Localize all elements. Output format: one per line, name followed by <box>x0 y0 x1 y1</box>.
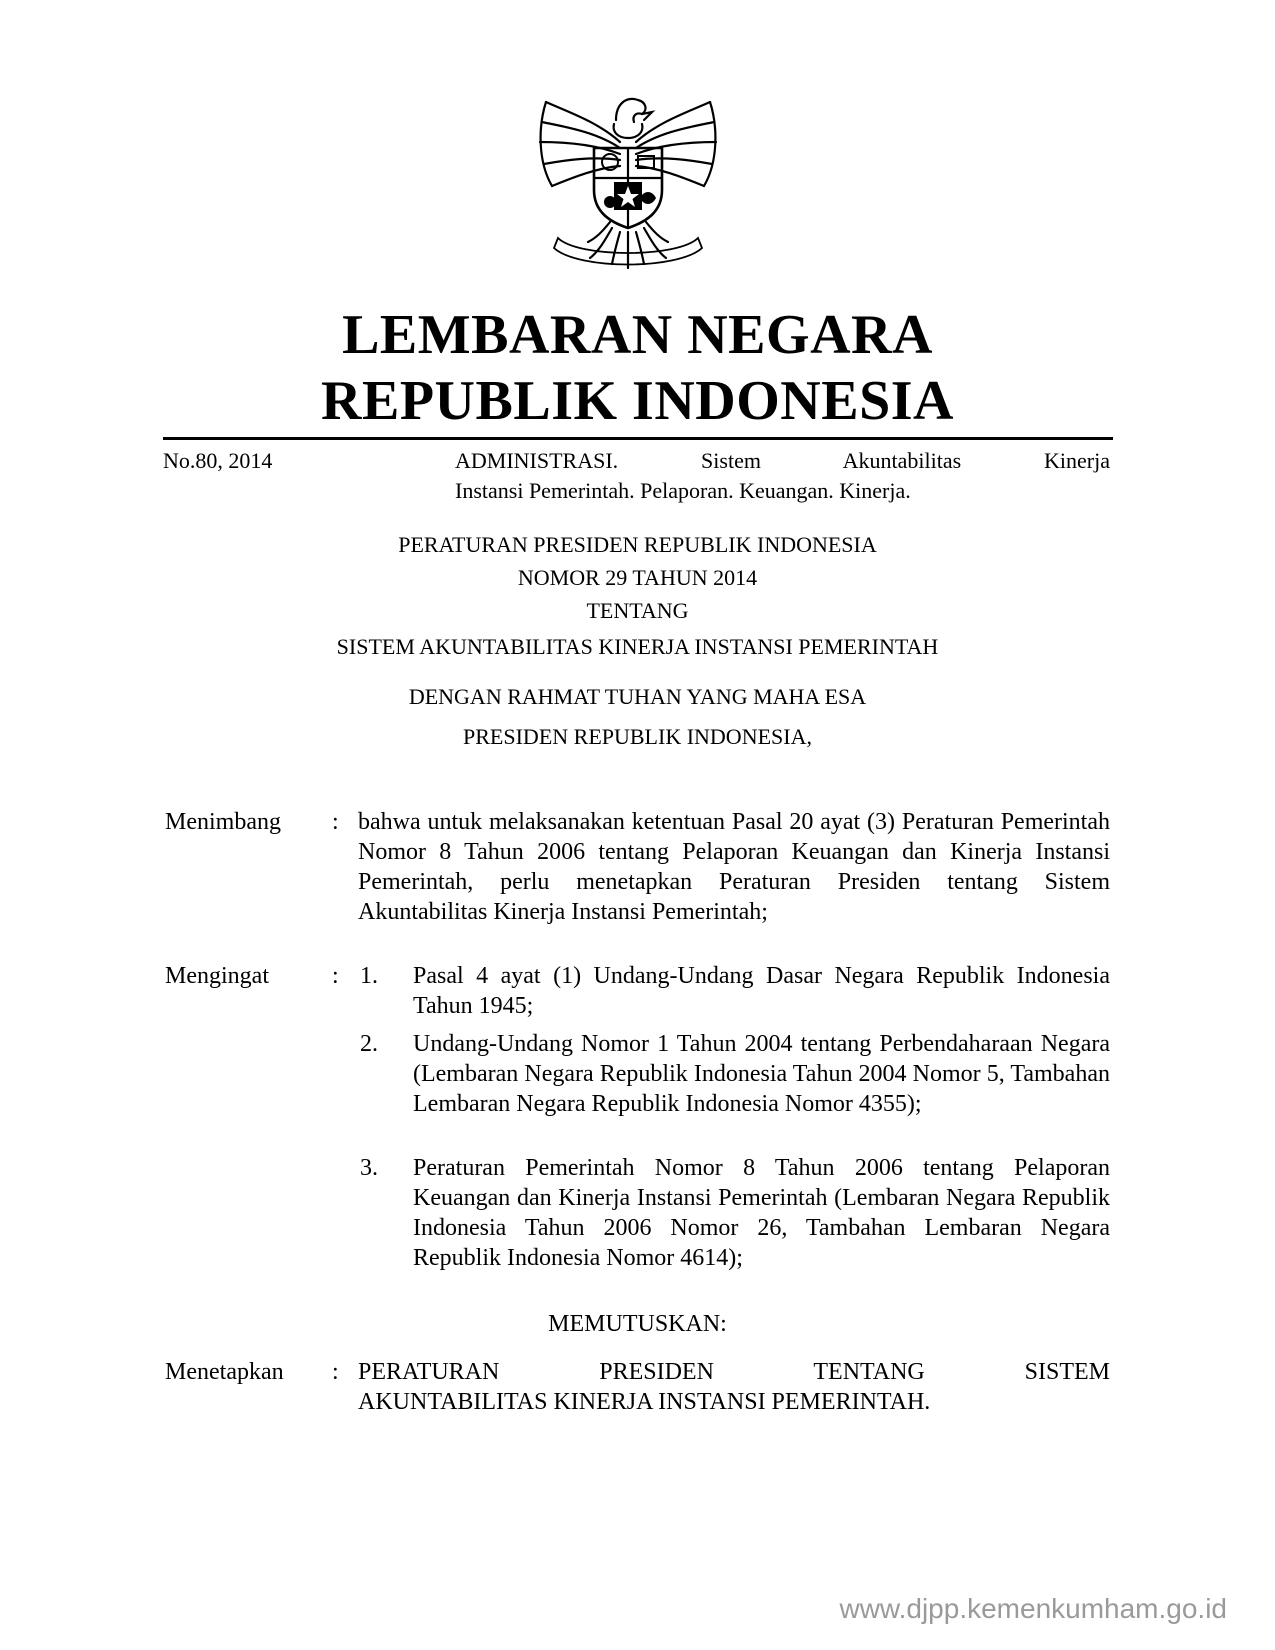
regulation-about: TENTANG <box>586 598 689 623</box>
menetapkan-text <box>358 1357 1110 1417</box>
regulation-type: PERATURAN PRESIDEN REPUBLIK INDONESIA <box>398 532 877 557</box>
regulation-number: NOMOR 29 TAHUN 2014 <box>517 565 758 590</box>
footer-website-url: www.djpp.kemenkumham.go.id <box>839 1593 1227 1624</box>
mengingat-item-2-text: Undang-Undang Nomor 1 Tahun 2004 tentang Perbendaharaan Negara (Lembaran Negara Republik Indonesia Tahun 2004 Nomor 5, Tambahan Lembaran Negara Republik Indonesia Nomor 4355); <box>413 1031 1110 1117</box>
menetapkan-line2: AKUNTABILITAS KINERJA INSTANSI PEMERINTAH. <box>358 1389 931 1415</box>
mengingat-item-1-number: 1. <box>360 963 378 989</box>
mengingat-item-2-number: 2. <box>360 1031 378 1057</box>
regulation-opening: DENGAN RAHMAT TUHAN YANG MAHA ESA <box>408 684 867 709</box>
regulation-subject: SISTEM AKUNTABILITAS KINERJA INSTANSI PEMERINTAH <box>336 634 939 659</box>
mengingat-colon: : <box>332 963 339 989</box>
menimbang-text: bahwa untuk melaksanakan ketentuan Pasal 20 ayat (3) Peraturan Pemerintah Nomor 8 Tahun 2006 tentang Pelaporan Keuangan dan Kinerja Instansi Pemerintah, perlu menetapkan Peraturan Presiden tentang Sistem Akuntabilitas Kinerja Instansi Pemerintah; <box>358 809 1110 925</box>
mengingat-item-3-text: Peraturan Pemerintah Nomor 8 Tahun 2006 tentang Pelaporan Keuangan dan Kinerja Instansi Pemerintah (Lembaran Negara Republik Indonesia Tahun 2006 Nomor 26, Tambahan Lembaran Negara Republik Indonesia Nomor 4614); <box>413 1155 1110 1271</box>
menimbang-label: Menimbang <box>165 809 281 835</box>
gazette-number: No.80, 2014 <box>163 448 273 473</box>
title-divider <box>163 437 1113 440</box>
mengingat-item-3-number: 3. <box>360 1155 378 1181</box>
gazette-subject-line1: ADMINISTRASI. Sistem Akuntabilitas Kinerja <box>455 448 1110 473</box>
mengingat-item-1-text: Pasal 4 ayat (1) Undang-Undang Dasar Negara Republik Indonesia Tahun 1945; <box>413 963 1110 1019</box>
menetapkan-colon: : <box>332 1359 339 1385</box>
menimbang-colon: : <box>332 809 339 835</box>
regulation-issuer: PRESIDEN REPUBLIK INDONESIA, <box>463 724 812 749</box>
garuda-pancasila-emblem-icon <box>528 82 728 282</box>
memutuskan-heading: MEMUTUSKAN: <box>548 1311 727 1337</box>
gazette-subject-line2: Instansi Pemerintah. Pelaporan. Keuangan. Kinerja. <box>455 478 911 503</box>
gazette-title-line2: REPUBLIK INDONESIA <box>321 370 954 432</box>
gazette-title-line1: LEMBARAN NEGARA <box>342 304 933 366</box>
menetapkan-label: Menetapkan <box>165 1359 284 1385</box>
menetapkan-line1: PERATURAN PRESIDEN TENTANG SISTEM <box>358 1359 1110 1385</box>
gazette-subject <box>455 446 1110 506</box>
mengingat-label: Mengingat <box>165 963 269 989</box>
